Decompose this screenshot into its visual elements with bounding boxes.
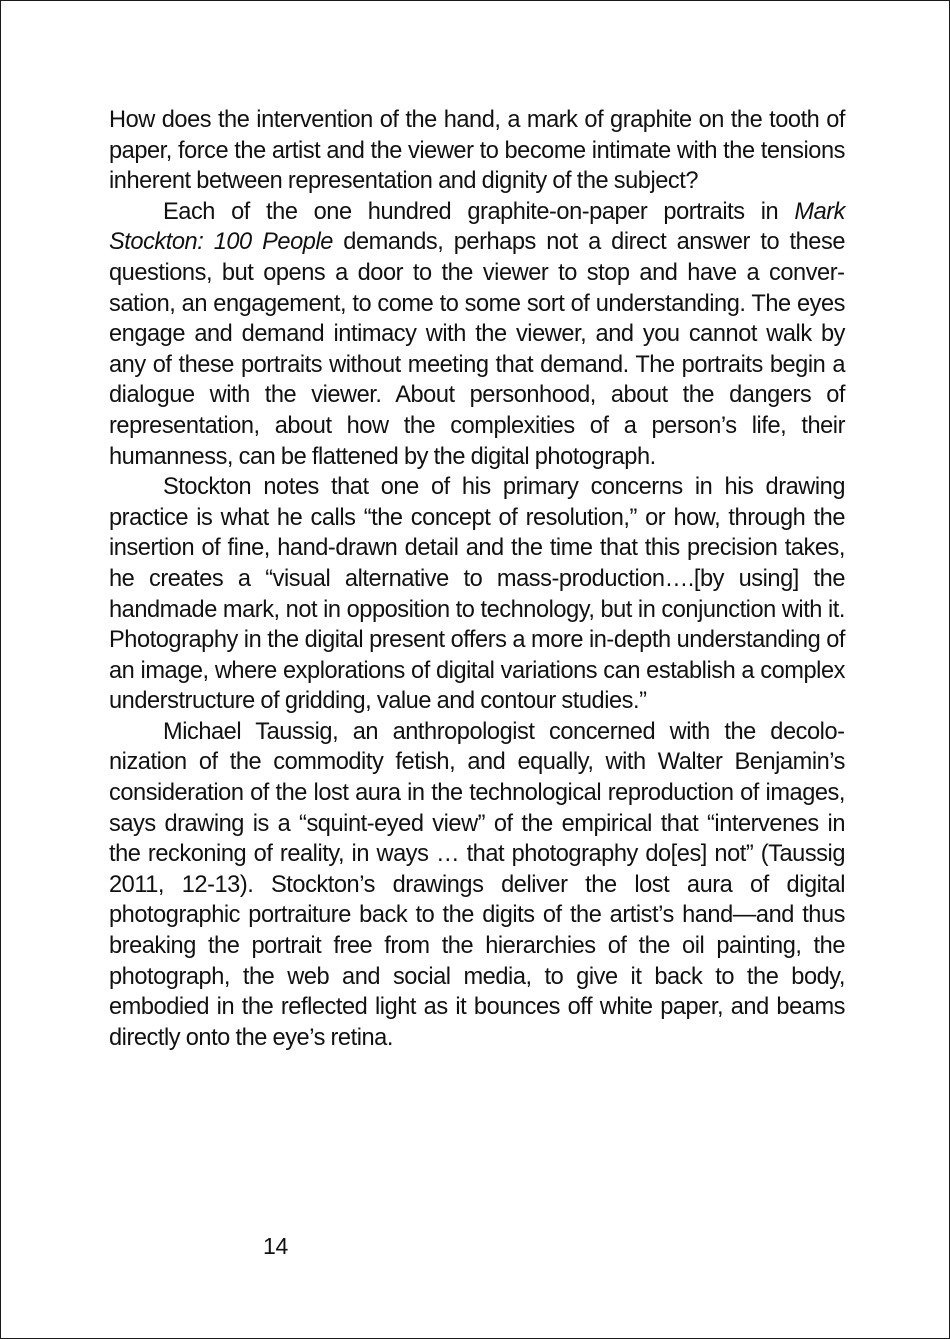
paragraph-2-lead: Each of the one hundred graphite-on-paper portraits in	[163, 198, 795, 225]
page-number: 14	[263, 1233, 288, 1259]
paragraph-2-rest: demands, perhaps not a direct answer to these questions, but opens a door to the viewer to stop and have a conversation, an engagement, to come to some sort of understanding. The eyes engage and demand intimacy with the viewer, and you cannot walk by any of these portraits without meeting that demand. The portraits begin a dialogue with the viewer. About personhood, about the dangers of representation, about how the complexities of a person’s life, their humanness, can be flattened by the digital photograph.	[109, 229, 845, 470]
paragraph-4: Michael Taussig, an anthropologist concerned with the decolonization of the commodity fetish, and equally, with Walter Benjamin’s consideration of the lost aura in the technological reproduction of images, says drawing is a “squint-eyed view” of the empirical that “intervenes in the reckoning of reality, in ways … that photography do[es] not” (Taussig 2011, 12-13). Stockton’s drawings deliver the lost aura of digital photographic portraiture back to the digits of the artist’s hand—and thus breaking the portrait free from the hierarchies of the oil painting, the photograph, the web and social media, to give it back to the body, embodied in the reflected light as it bounces off white paper, and beams directly onto the eye’s retina.	[109, 718, 845, 1051]
paragraph-2	[109, 197, 845, 472]
body-text	[109, 105, 845, 1053]
exhibition-title: Mark Stockton: 100 People	[109, 198, 845, 256]
paragraph-1: How does the intervention of the hand, a mark of graphite on the tooth of paper, force the artist and the viewer to become intimate with the tensions inherent between representation and dignity of the subject?	[109, 107, 845, 195]
paragraph-3: Stockton notes that one of his primary concerns in his drawing practice is what he calls “the concept of resolution,” or how, through the insertion of fine, hand-drawn detail and the time that this precision takes, he creates a “visual alternative to mass-production….[by using] the handmade mark, not in opposition to technology, but in conjunction with it. Photography in the digital present offers a more in-depth understanding of an image, where explorations of digital variations can establish a complex understructure of gridding, value and contour studies.”	[109, 474, 845, 715]
